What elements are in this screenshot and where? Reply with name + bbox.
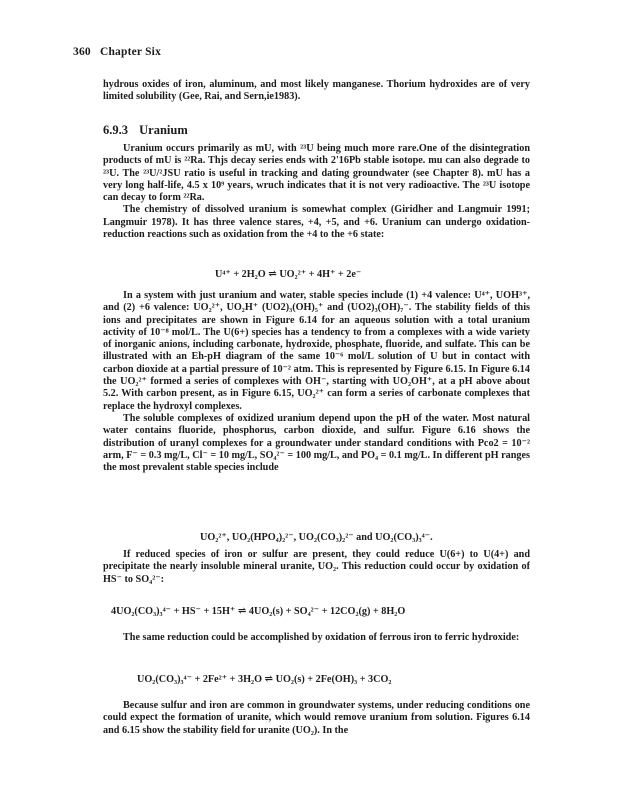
body-block-4 [103, 632, 530, 644]
paragraph: The same reduction could be accomplished by oxidation of ferrous iron to ferric hydroxide: [123, 632, 520, 643]
body-block-3 [103, 549, 530, 586]
equation-species: UO₂²⁺, UO₂(HPO₄)₂²⁻, UO₂(CO₃)₂²⁻ and UO₂(CO₃)₃⁴⁻. [200, 532, 433, 543]
equation-ferrous-reduction: UO₂(CO₃)₃⁴⁻ + 2Fe²⁺ + 3H₂O ⇌ UO₂(s) + 2Fe(OH)₃ + 3CO₂ [137, 674, 392, 685]
body-block-5 [103, 700, 530, 737]
page-header [73, 46, 167, 58]
intro-paragraph [103, 79, 530, 104]
equation-oxidation: U⁴⁺ + 2H₂O ⇌ UO₂²⁺ + 4H⁺ + 2e⁻ [215, 269, 362, 280]
paragraph: Because sulfur and iron are common in groundwater systems, under reducing conditions one could expect the formation of uranite, which would remove uranium from solution. Figures 6.14 and 6.15 show the stability field for uranite (UO₂). In the [103, 700, 530, 736]
section-heading [103, 123, 196, 138]
section-number: 6.9.3 [103, 123, 128, 137]
page-number: 360 [73, 46, 91, 58]
paragraph: If reduced species of iron or sulfur are present, they could reduce U(6+) to U(4+) and precipitate the nearly insoluble mineral uranite, UO₂. This reduction could occur by oxidation of HS⁻ to SO₄²⁻: [103, 549, 530, 585]
section-title: Uranium [139, 123, 188, 137]
paragraph: The soluble complexes of oxidized uranium depend upon the pH of the water. Most natural water contains fluoride, phosphorus, carbon dioxide, and sulfur. Figure 6.16 shows the distribution of uranyl complexes for a groundwater under standard conditions with Pco2 = 10⁻² arm, F⁻ = 0.3 mg/L, Cl⁻ = 10 mg/L, SO₄²⁻ = 100 mg/L, and PO₄ = 0.1 mg/L. In different pH ranges the most prevalent stable species include [103, 412, 530, 474]
body-block-1 [103, 143, 530, 241]
paragraph: In a system with just uranium and water, stable species include (1) +4 valence: U⁴⁺, UOH³⁺, and (2) +6 valence: UO₂²⁺, UO₂H⁺ (UO2)₃(OH)₅⁺ and (UO2)₃(OH)₇⁻. The stability fields of this ions and precipitates are shown in Figure 6.14 for an aqueous solution with a total uranium activity of 10⁻⁸ mol/L. The U(6+) species has a tendency to from a complexes with a wide variety of inorganic anions, including carbonate, hydroxide, phosphate, fluoride, and sulfate. This can be illustrated with an Eh-pH diagram of the same 10⁻⁶ mol/L solution of U but in contact with carbon dioxide at a partial pressure of 10⁻² atm. This is represented by Figure 6.15. In Figure 6.14 the UO₂²⁺ formed a series of complexes with OH⁻, starting with UO₂OH⁺, at a pH above about 5.2. With carbon present, as in Figure 6.15, UO₂²⁺ can form a series of carbonate complexes that replace the hydroxyl complexes. [103, 290, 530, 412]
chapter-title: Chapter Six [99, 46, 162, 58]
equation-sulfide-reduction: 4UO₂(CO₃)₃⁴⁻ + HS⁻ + 15H⁺ ⇌ 4UO₂(s) + SO₄²⁻ + 12CO₂(g) + 8H₂O [111, 606, 406, 617]
body-block-2 [103, 290, 530, 474]
paragraph: Uranium occurs primarily as mU, with ²³U being much more rare.One of the disintegration products of mU is ²²Ra. Thjs decay series ends with 2'16Pb stable isotope. mu can also degrade to ²³U. The ²³U/²JSU ratio is useful in tracking and dating groundwater (see Chapter 8). mU has a very long half-life, 4.5 x 10⁹ years, wruch indicates that it is not very radioactive. The ²³U isotope can decay to form ²²Ra. [103, 143, 530, 204]
paragraph: The chemistry of dissolved uranium is somewhat complex (Giridher and Langmuir 1991; Langmuir 1978). It has three valence stares, +4, +5, and +6. Uranium can undergo oxidation-reduction reactions such as oxidation from the +4 to the +6 state: [103, 204, 530, 241]
paragraph-intro: hydrous oxides of iron, aluminum, and most likely manganese. Thorium hydroxides are of very limited solubility (Gee, Rai, and Sern,ie1983). [103, 79, 530, 103]
